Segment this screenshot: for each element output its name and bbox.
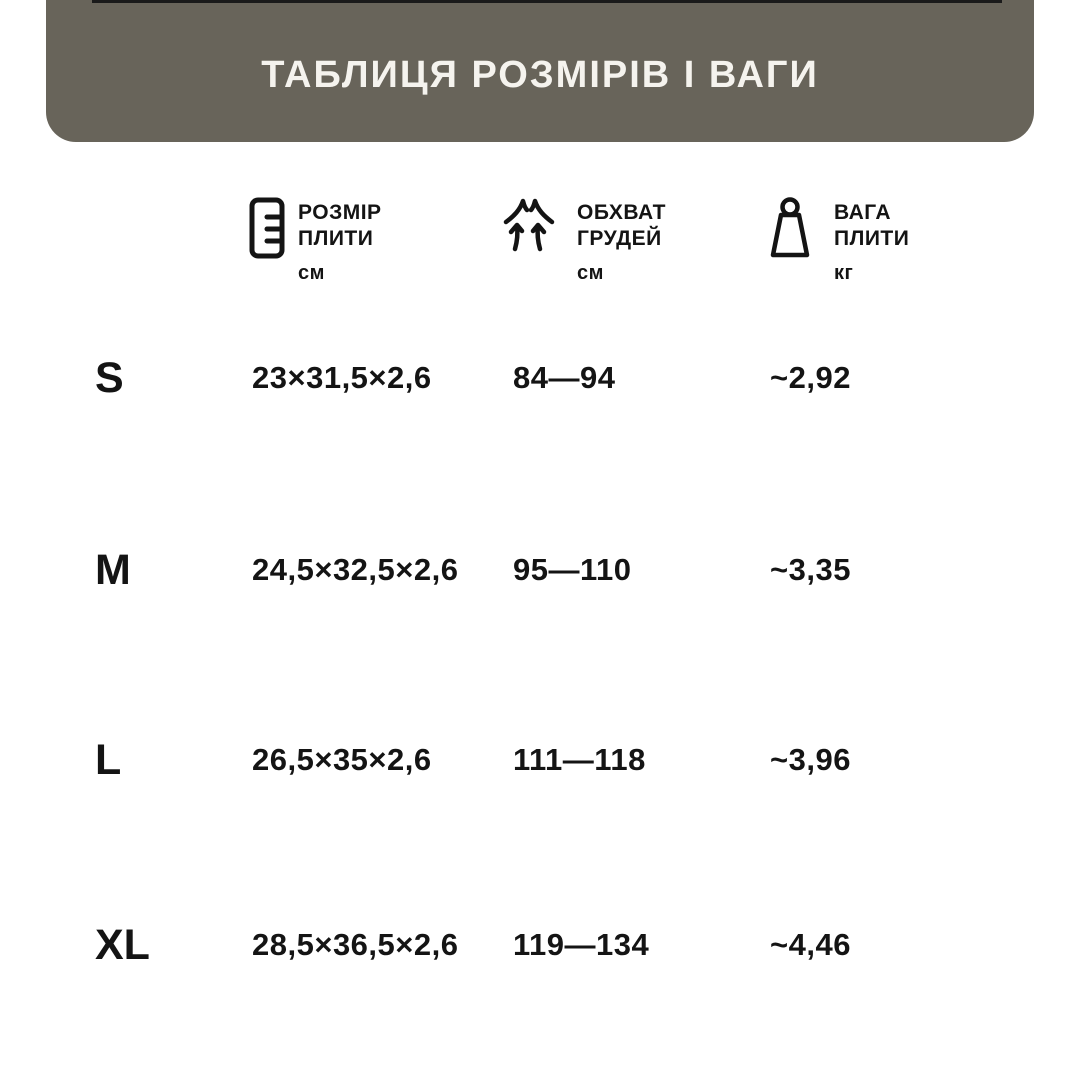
table-row xyxy=(0,538,1080,602)
table-row xyxy=(0,346,1080,410)
plate-size-value: 28,5×36,5×2,6 xyxy=(252,927,459,962)
column-label-line: ПЛИТИ xyxy=(834,227,910,250)
column-unit-label: см xyxy=(298,262,325,284)
plate-weight-value: ~3,35 xyxy=(770,552,851,587)
plate-size-value: 24,5×32,5×2,6 xyxy=(252,552,459,587)
plate-weight-value: ~3,96 xyxy=(770,742,851,777)
size-letter: XL xyxy=(95,920,150,969)
table-row xyxy=(0,728,1080,792)
column-label-line: ОБХВАТ xyxy=(577,201,666,224)
column-label-line: ПЛИТИ xyxy=(298,227,374,250)
column-label-line: РОЗМІР xyxy=(298,201,382,224)
column-label-line: ГРУДЕЙ xyxy=(577,227,662,250)
size-letter: M xyxy=(95,545,131,594)
column-unit-label: см xyxy=(577,262,604,284)
plate-size-value: 26,5×35×2,6 xyxy=(252,742,432,777)
plate-size-value: 23×31,5×2,6 xyxy=(252,360,432,395)
plate-weight-value: ~2,92 xyxy=(770,360,851,395)
table-row xyxy=(0,913,1080,977)
size-letter: L xyxy=(95,735,122,784)
chest-girth-value: 111—118 xyxy=(513,742,646,777)
chest-girth-value: 95—110 xyxy=(513,552,632,587)
plate-weight-value: ~4,46 xyxy=(770,927,851,962)
column-label-line: ВАГА xyxy=(834,201,892,224)
chest-girth-value: 119—134 xyxy=(513,927,650,962)
size-letter: S xyxy=(95,353,124,402)
chest-girth-value: 84—94 xyxy=(513,360,616,395)
column-unit-label: кг xyxy=(834,262,854,284)
page-title: ТАБЛИЦЯ РОЗМІРІВ І ВАГИ xyxy=(261,53,819,96)
